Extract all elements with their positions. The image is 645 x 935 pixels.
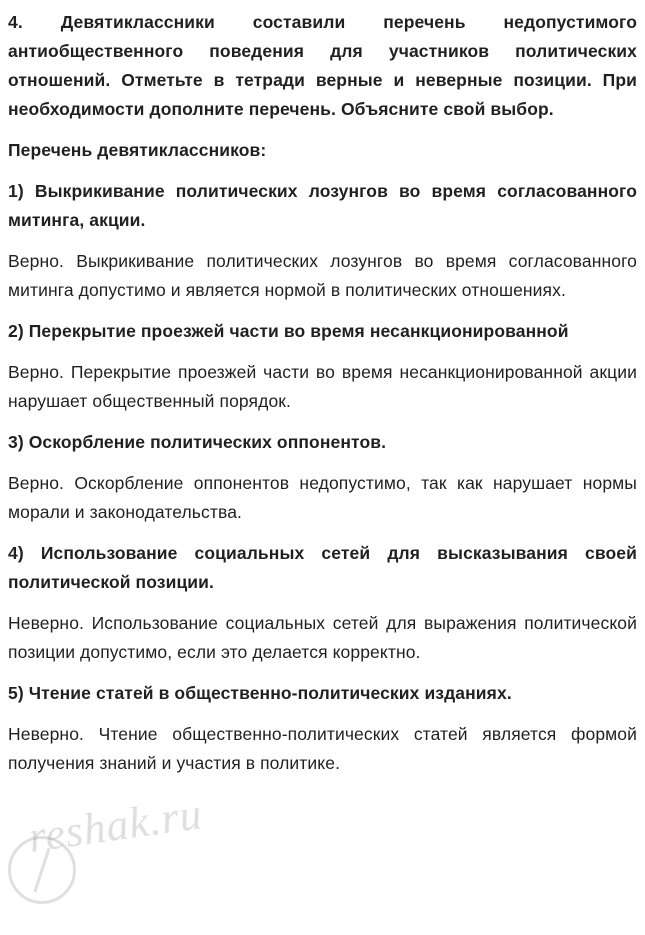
list-item-4: 4) Использование социальных сетей для высказывания своей политической позиции. xyxy=(8,543,637,592)
list-item-1: 1) Выкрикивание политических лозунгов во время согласованного митинга, акции. xyxy=(8,181,637,230)
watermark-logo-icon xyxy=(8,836,76,904)
answer-5: Неверно. Чтение общественно-политических статей является формой получения знаний и участия в политике. xyxy=(8,724,637,773)
list-item-3: 3) Оскорбление политических оппонентов. xyxy=(8,432,387,452)
answer-3: Верно. Оскорбление оппонентов недопустимо, так как нарушает нормы морали и законодательства. xyxy=(8,473,637,522)
answer-4: Неверно. Использование социальных сетей для выражения политической позиции допустимо, если это делается корректно. xyxy=(8,613,637,662)
task-statement: 4. Девятиклассники составили перечень недопустимого антиобщественного поведения для участников политических отношений. Отметьте в тетради верные и неверные позиции. При необходимости дополните перечень. Объясните свой выбор. xyxy=(8,12,637,119)
list-item-5: 5) Чтение статей в общественно-политических изданиях. xyxy=(8,683,512,703)
answer-2: Верно. Перекрытие проезжей части во время несанкционированной акции нарушает общественный порядок. xyxy=(8,362,637,411)
answer-1: Верно. Выкрикивание политических лозунгов во время согласованного митинга допустимо и является нормой в политических отношениях. xyxy=(8,251,637,300)
list-heading: Перечень девятиклассников: xyxy=(8,140,267,160)
watermark-text: reshak.ru xyxy=(25,789,206,862)
list-item-2: 2) Перекрытие проезжей части во время несанкционированной xyxy=(8,321,569,341)
